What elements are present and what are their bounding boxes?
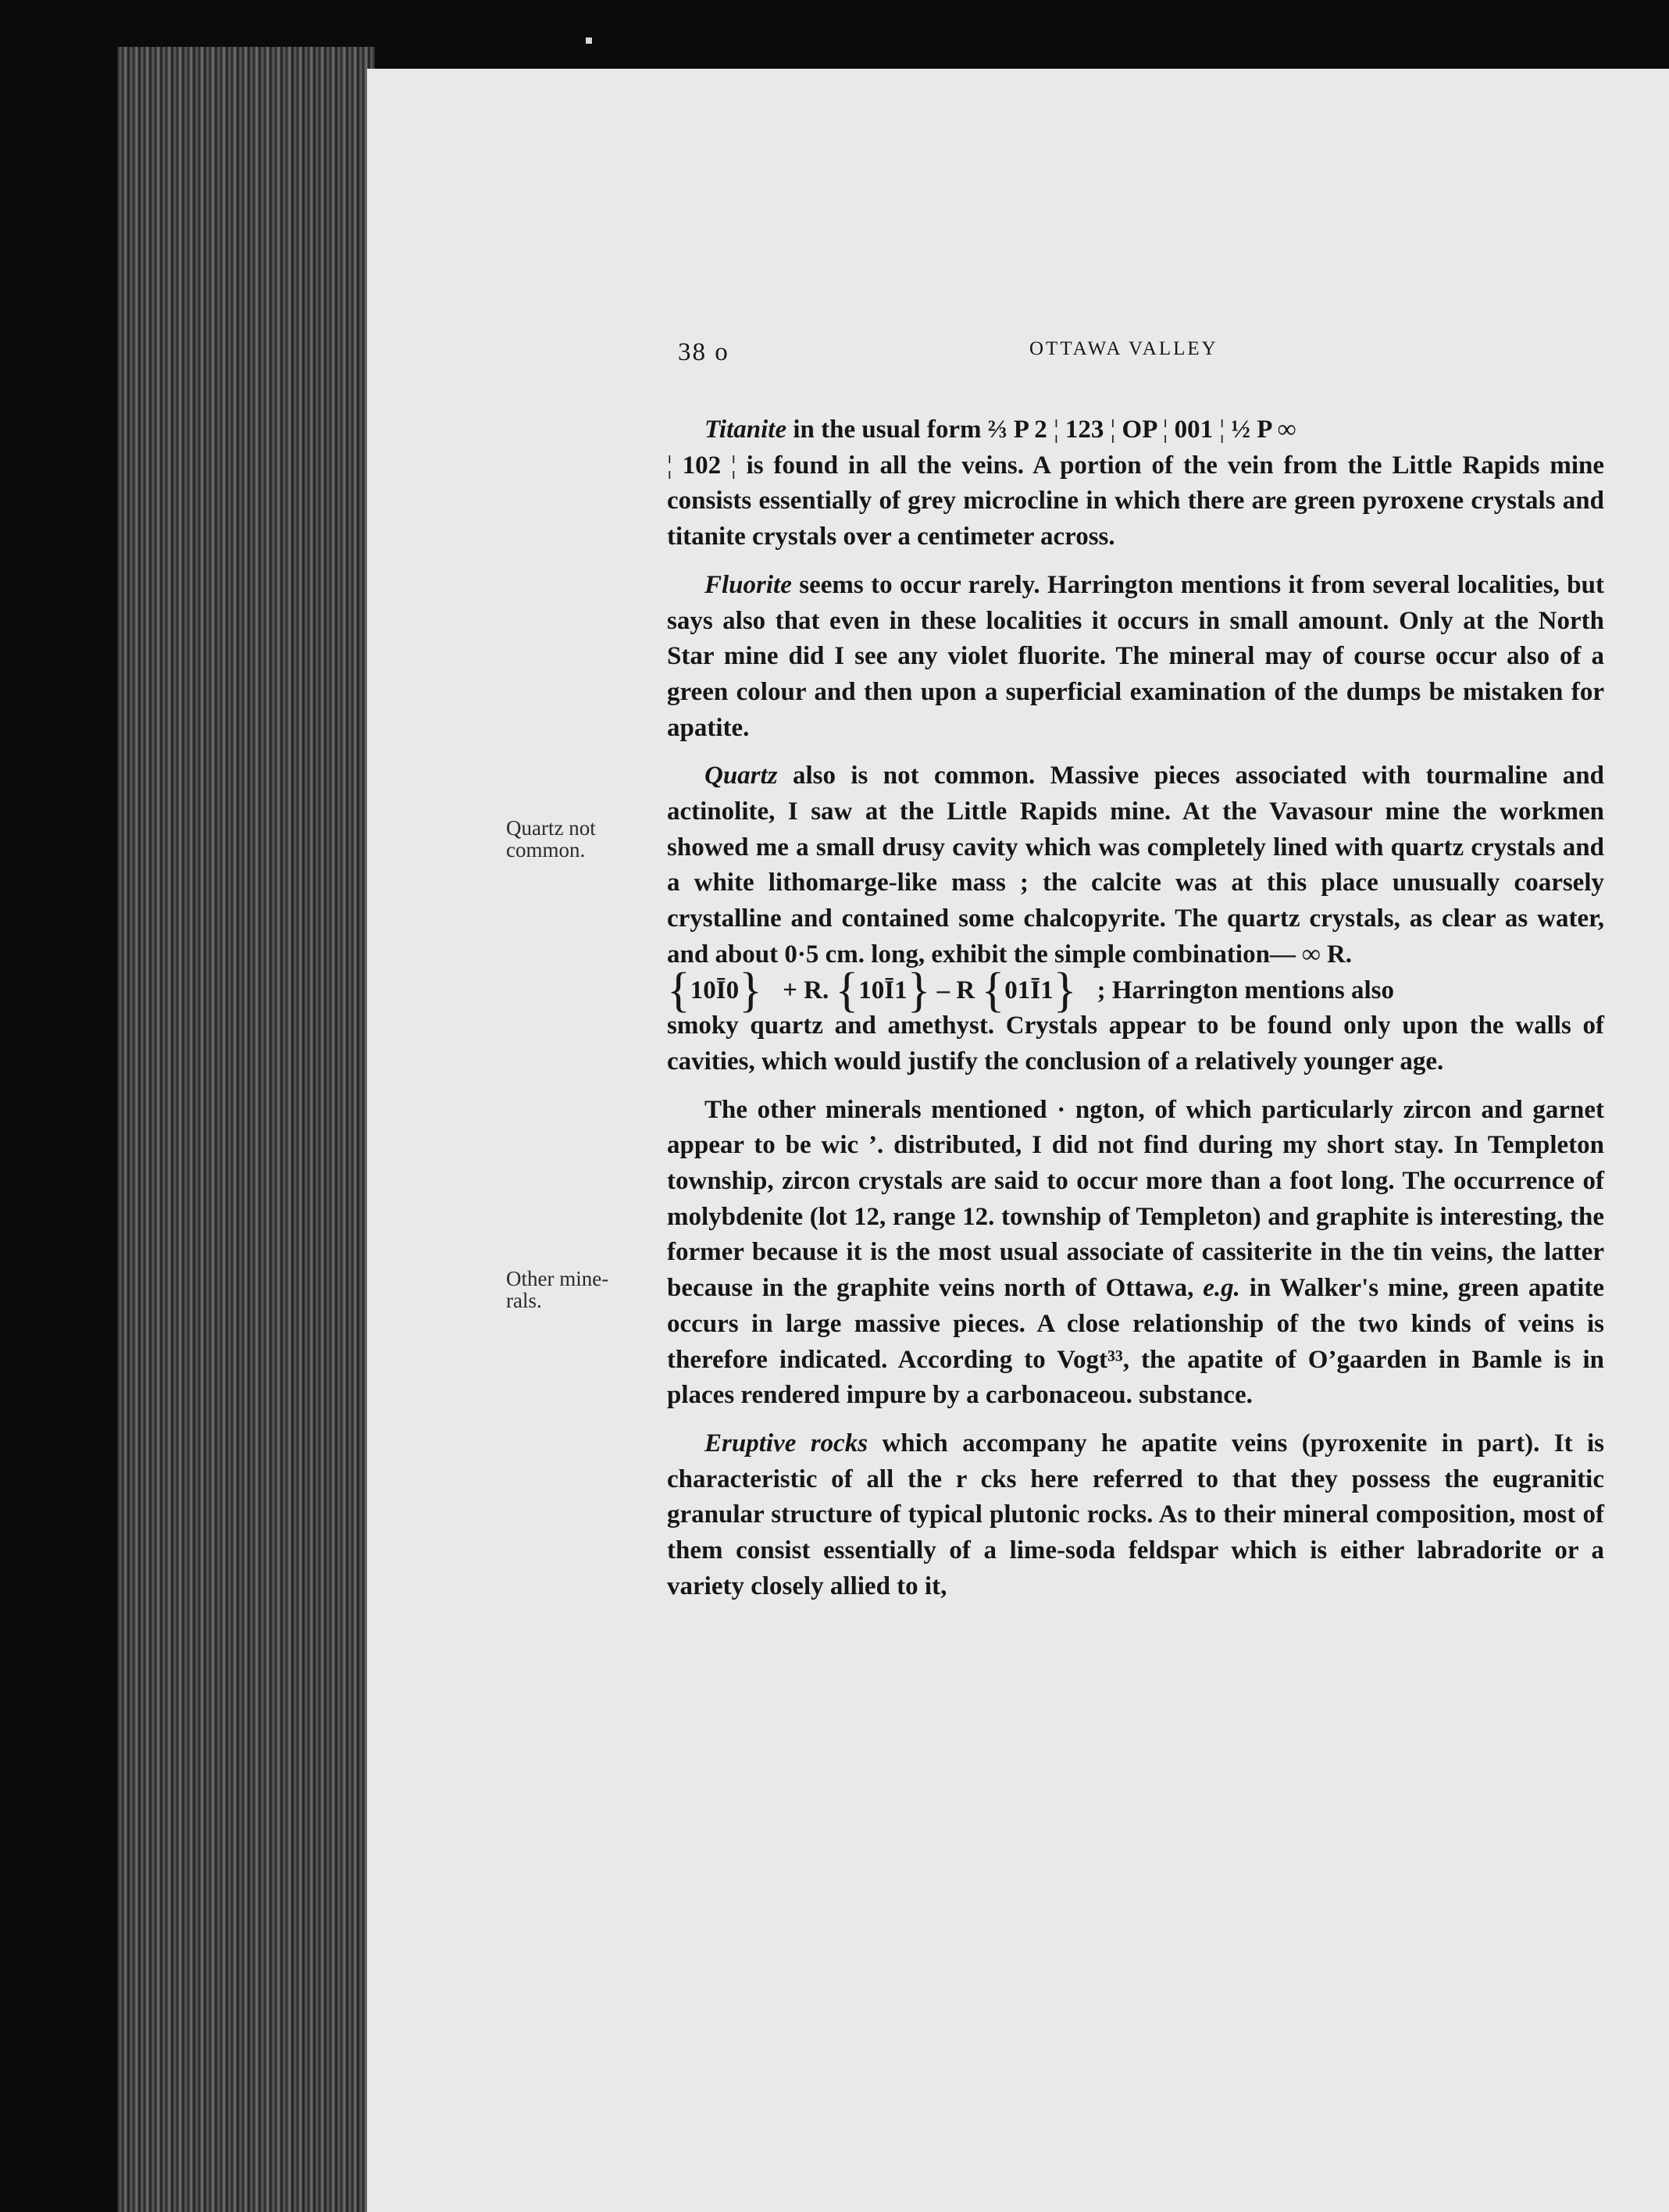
paragraph-titanite: Titanite in the usual form ⅔ P 2 ¦ 123 ¦ OP ¦ 001 ¦ ½ P ∞ ¦ 102 ¦ is found in all the veins. A portion of the vein from the Little Rapids mine consists essentially of grey microcline in which there are green pyroxene crystals and titanite crystals over a centimeter across. [667,416,1605,551]
titanite-form-3: OP [1122,416,1157,444]
quartz-text-2: smoky quartz and amethyst. Crystals appear to be found only upon the walls of cavities, which would justify the conclusion of a relatively younger age. [667,1011,1604,1076]
titanite-formula-intro: in the usual form [786,416,982,444]
paragraph-other-minerals [667,1093,1604,1414]
body-text [667,412,1604,1605]
scan-mark [586,37,592,44]
page-number: 38 o [678,338,729,366]
lead-fluorite: Fluorite [704,570,792,599]
titanite-form-2: 123 [1065,416,1104,444]
paragraph-fluorite [667,568,1604,747]
lead-titanite: Titanite [704,416,787,444]
book-page-edges [117,47,375,2212]
margin-note-other-minerals: Other minerals. [506,1267,609,1312]
quartz-form-3: 01Ī1 [1004,976,1054,1004]
titanite-form-5: ½ P ∞ [1231,416,1296,444]
quartz-form-1: 10Ī0 [690,976,740,1004]
fluorite-text: seems to occur rarely. Harrington mentions it from several localities, but says also that even in these localities it occurs in small amount. Only at the North Star mine did I see any violet fluorite. The mineral may of course occur also of a green colour and then upon a superficial examination of the dumps be mistaken for apatite. [667,570,1604,742]
book-page [367,69,1669,2212]
paragraph-eruptive-rocks [667,1426,1604,1605]
lead-eruptive-rocks: Eruptive rocks [704,1429,868,1457]
eruptive-text: which accompany he apatite veins (pyroxenite in part). It is characteristic of all the r cks here referred to that they possess the eugranitic granular structure of typical plutonic rocks. As to their mineral composition, most of them consist essentially of a lime-soda feldspar which is either labradorite or a variety closely allied to it, [667,1429,1605,1600]
titanite-form-1: ⅔ P 2 [987,416,1047,444]
quartz-op-2: – R [936,976,975,1004]
quartz-op-1: + R. [783,976,829,1004]
margin-note-quartz: Quartz not common. [506,816,596,862]
quartz-formula-tail: ; Harrington mentions also [1097,976,1395,1004]
lead-quartz: Quartz [704,762,778,790]
titanite-rest: Little Rapids mine consists essentially of grey microcline in which there are green pyroxene crystals and titanite crystals over a centimeter across. [667,451,1605,551]
other-text: The other minerals mentioned · ngton, of which particularly zircon and garnet appear to be wic ’. distributed, I did not find during my short stay. In Templeton township, zircon crystals are said to occur more than a foot long. The occurrence of molybdenite (lot 12, range 12. township of Templeton) and graphite is interesting, the former because it is the most usual associate of cassiterite in the tin veins, the latter because in the graphite veins north of Ottawa, [667,1095,1604,1303]
other-text-2: in Walker's mine, green apatite occurs in large massive pieces. A close relationship of the two kinds of veins is therefore indicated. According to Vogt³³, the apatite of O’gaarden in Bamle is in places rendered impure by a carbonaceou. substance. [667,1274,1604,1410]
other-eg: e.g. [1203,1274,1240,1303]
titanite-form-4: 001 [1174,416,1214,444]
titanite-formula-line: Titanite in the usual form ⅔ P 2 ¦ 123 ¦ OP ¦ 001 ¦ ½ P ∞ [704,416,1296,444]
titanite-rest-line1: is found in all the veins. A portion of the vein from the [746,451,1382,480]
quartz-text: also is not common. Massive pieces associated with tourmaline and actinolite, I saw at the Little Rapids mine. At the Vavasour mine the workmen showed me a small drusy cavity which was completely lined with quartz crystals and a white lithomarge-like mass ; the calcite was at this place unusually coarsely crystalline and contained some chalcopyrite. The quartz crystals, as clear as water, and about 0·5 cm. long, exhibit the simple combination— ∞ R. [667,762,1604,969]
running-title: OTTAWA VALLEY [1029,338,1218,359]
quartz-form-2: 10Ī1 [858,976,908,1004]
titanite-form-6: 102 [682,451,722,480]
quartz-formula-line: {10Ī0} + R. {10Ī1} – R {01Ī1} ; Harrington mentions also [667,963,1395,1017]
paragraph-quartz [667,758,1604,1079]
